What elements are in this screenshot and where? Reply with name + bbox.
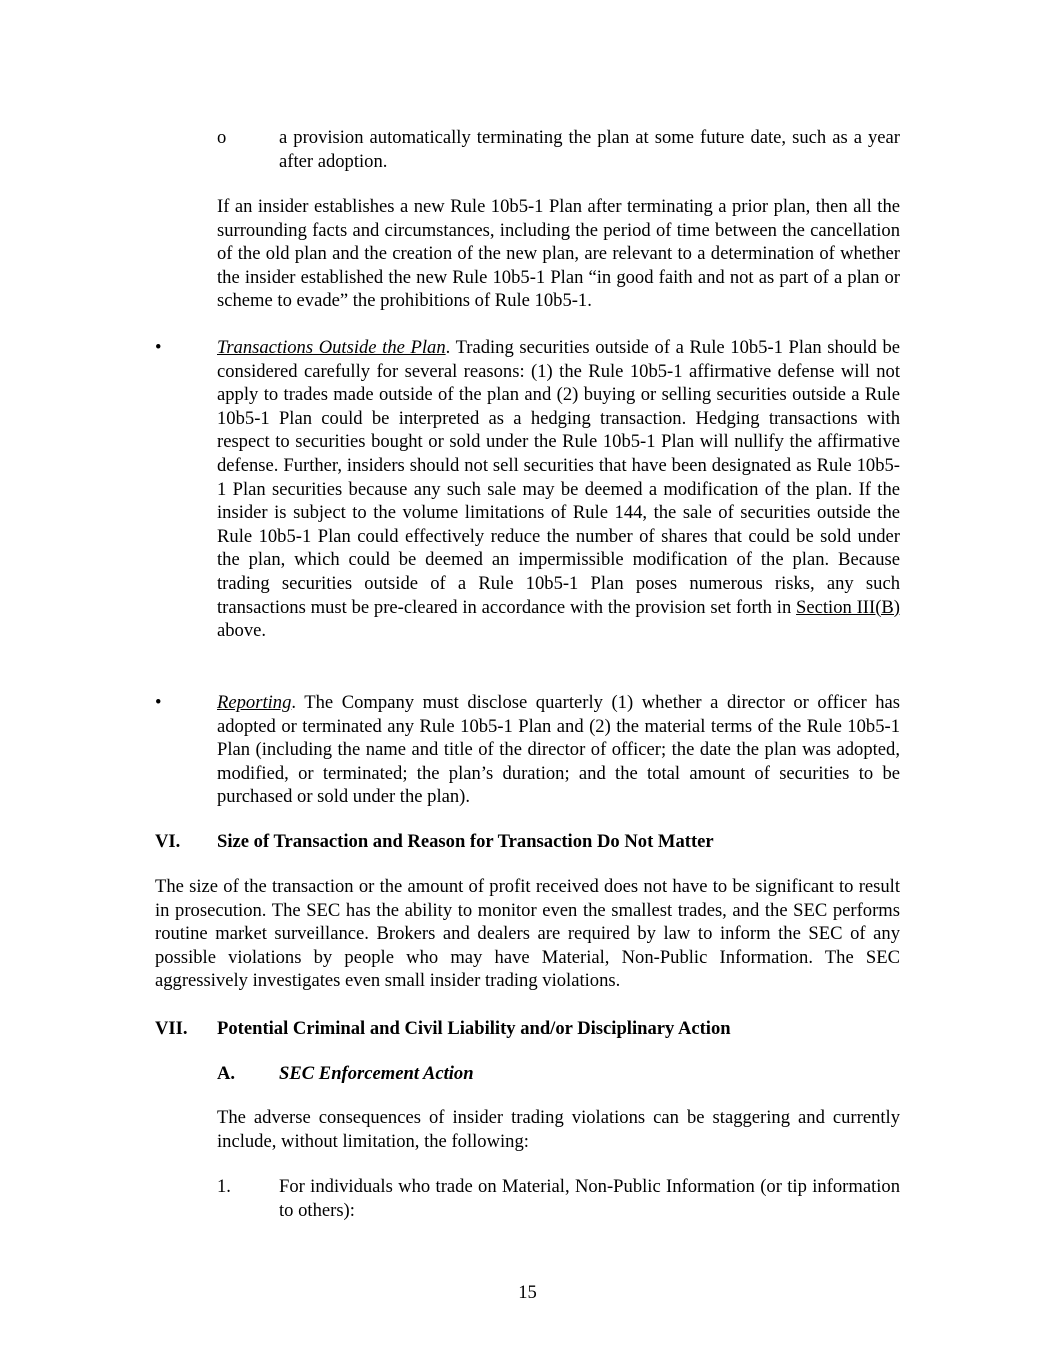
list-item-number: 1. [217, 1176, 231, 1197]
bullet-heading-punct: . [445, 337, 451, 358]
bullet-heading: Reporting [217, 692, 292, 713]
bullet-tail: above. [217, 620, 267, 642]
bullet-body: Trading securities outside of a Rule 10b5-1 Plan should be considered carefully for several reasons: (1) the Rule 10b5-1 affirmative defense will not apply to trades made outside of the plan and (2) buying or selling securities outside a Rule 10b5-1 Plan could be interpreted as a hedging transaction. Hedging transactions with respect to securities bought or sold under the Rule 10b5-1 Plan will nullify the affirmative defense. Further, insiders should not sell securities that have been designated as Rule 10b5-1 Plan securities because any such sale may be deemed a modification of the plan. If the insider is subject to the volume limitations of Rule 144, the sale of securities outside the Rule 10b5-1 Plan could effectively reduce the number of shares that could be sold under the plan, which could be deemed an impermissible modification of the plan. Because trading securities outside of a Rule 10b5-1 Plan poses numerous risks, any such transactions must be pre-cleared in accordance with the provision set forth in [217, 337, 900, 618]
sub-bullet-text: a provision automatically terminating the plan at some future date, such as a year after adoption. [279, 127, 900, 172]
bullet-reporting [217, 691, 900, 809]
section-vi-body: The size of the transaction or the amount of profit received does not have to be significant to result in prosecution. The SEC has the ability to monitor even the smallest trades, and the SEC performs routine market surveillance. Brokers and dealers are required by law to inform the SEC of any possible violations by people who may have Material, Non-Public Information. The SEC aggressively investigates even small insider trading violations. [155, 876, 900, 992]
bullet-heading: Transactions Outside the Plan [217, 337, 446, 358]
list-item-text: For individuals who trade on Material, Non-Public Information (or tip information to others): [279, 1176, 900, 1221]
page-number: 15 [518, 1282, 537, 1303]
bullet-transactions-outside-plan [217, 336, 900, 643]
section-title: Size of Transaction and Reason for Transaction Do Not Matter [217, 831, 714, 852]
section-reference-link[interactable]: Section III(B) [796, 596, 900, 618]
bullet-marker: • [155, 337, 162, 358]
section-number: VI. [155, 831, 181, 852]
subsection-title: SEC Enforcement Action [279, 1063, 474, 1084]
bullet-marker: • [155, 692, 162, 713]
sub-bullet-marker: o [217, 127, 227, 148]
section-vii-body: The adverse consequences of insider trading violations can be staggering and currently include, without limitation, the following: [217, 1107, 900, 1152]
paragraph-new-plan: If an insider establishes a new Rule 10b5-1 Plan after terminating a prior plan, then all the surrounding facts and circumstances, including the period of time between the cancellation of the old plan and the creation of the new plan, are relevant to a determination of whether the insider established the new Rule 10b5-1 Plan “in good faith and not as part of a plan or scheme to evade” the prohibitions of Rule 10b5-1. [217, 196, 900, 312]
bullet-heading-punct: . [291, 692, 297, 713]
section-number: VII. [155, 1018, 188, 1039]
section-title: Potential Criminal and Civil Liability and/or Disciplinary Action [217, 1018, 731, 1039]
subsection-label: A. [217, 1063, 236, 1084]
bullet-body: The Company must disclose quarterly (1) whether a director or officer has adopted or terminated any Rule 10b5-1 Plan and (2) the material terms of the Rule 10b5-1 Plan (including the name and title of the director of officer; the date the plan was adopted, modified, or terminated; the plan’s duration; and the total amount of securities to be purchased or sold under the plan). [217, 692, 900, 808]
